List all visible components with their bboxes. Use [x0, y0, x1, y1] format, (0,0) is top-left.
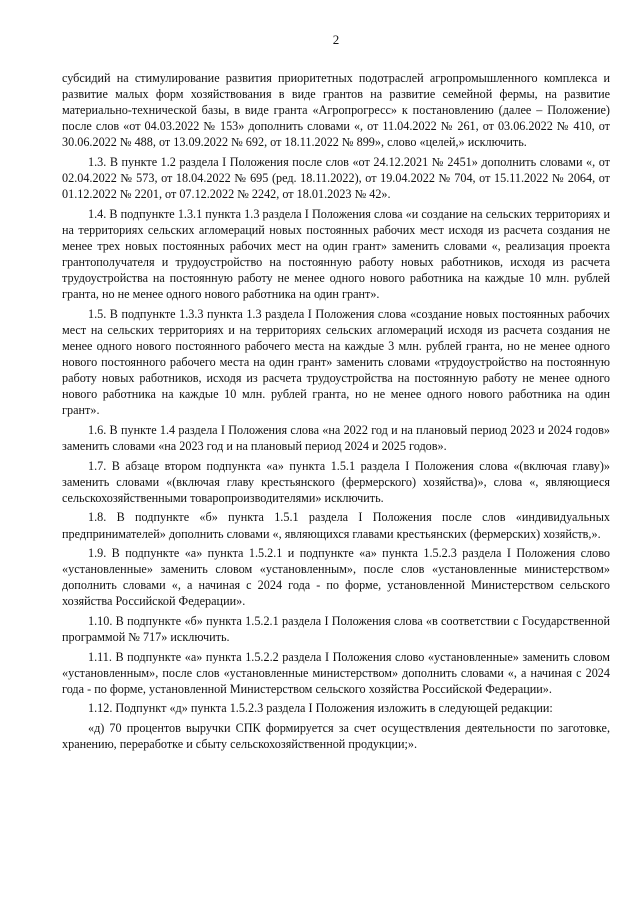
- paragraph-1-3: 1.3. В пункте 1.2 раздела I Положения после слов «от 24.12.2021 № 2451» дополнить словами «, от 02.04.2022 № 573, от 18.04.2022 № 695 (ред. 18.11.2022), от 19.04.2022 № 704, от 15.11.2022 № 2064, от 01.12.2022 № 2201, от 07.12.2022 № 2242, от 18.01.2023 № 42».: [62, 154, 610, 202]
- paragraph-quoted-subitem-d: «д) 70 процентов выручки СПК формируется за счет осуществления деятельности по заготовке, хранению, переработке и сбыту сельскохозяйственной продукции;».: [62, 721, 610, 752]
- paragraph-1-7: 1.7. В абзаце втором подпункта «а» пункта 1.5.1 раздела I Положения слова «(включая главу)» заменить словами «(включая главу крестьянского (фермерского) хозяйства)», слова «, являющиеся сельскохозяйственными товаропроизводителями» исключить.: [62, 458, 610, 505]
- paragraph-1-12: 1.12. Подпункт «д» пункта 1.5.2.3 раздела I Положения изложить в следующей редакции:: [88, 701, 553, 716]
- paragraph-1-9: 1.9. В подпункте «а» пункта 1.5.2.1 и подпункте «а» пункта 1.5.2.3 раздела I Положения слово «установленные» заменить словом «установленным», после слов «установленные министерством» дополнить словами «, а начиная с 2024 года - по форме, установленной Министерством сельского хозяйства Российской Федерации».: [62, 546, 610, 609]
- document-body: [62, 70, 610, 752]
- paragraph-1-4: 1.4. В подпункте 1.3.1 пункта 1.3 раздела I Положения слова «и создание на сельских территориях и на территориях сельских агломераций новых постоянных рабочих мест исходя из расчета создания не менее трех новых постоянных рабочих мест на один грант» заменить словами «, реализация проекта грантополучателя и трудоустройство на постоянную работу новых работников, исходя из расчета трудоустройства на постоянную работу не менее одного нового работника на каждые 10 млн. рублей гранта, но не менее одного нового работника на один грант».: [62, 206, 610, 302]
- paragraph-continuation: субсидий на стимулирование развития приоритетных подотраслей агропромышленного комплекса и развитие малых форм хозяйствования в виде грантов на развитие семейной фермы, на развитие материально-технической базы, в виде гранта «Агропрогресс» к постановлению (далее – Положение) после слов «от 04.03.2022 № 153» дополнить словами «, от 11.04.2022 № 261, от 03.06.2022 № 410, от 30.06.2022 № 488, от 13.09.2022 № 692, от 18.11.2022 № 899», слово «целей,» исключить.: [62, 71, 610, 150]
- paragraph-1-6: 1.6. В пункте 1.4 раздела I Положения слова «на 2022 год и на плановый период 2023 и 2024 годов» заменить словами «на 2023 год и на плановый период 2024 и 2025 годов».: [62, 422, 610, 454]
- paragraph-1-8: 1.8. В подпункте «б» пункта 1.5.1 раздела I Положения после слов «индивидуальных предпринимателей» дополнить словами «, являющихся главами крестьянских (фермерских) хозяйств,».: [62, 510, 610, 541]
- paragraph-1-5: 1.5. В подпункте 1.3.3 пункта 1.3 раздела I Положения слова «создание новых постоянных рабочих мест на сельских территориях и на территориях сельских агломераций исходя из расчета создания не менее одного нового постоянного рабочего места на каждые 3 млн. рублей гранта, но не менее одного нового постоянного рабочего места на один грант» заменить словами «трудоустройство на постоянную работу новых работников, исходя из расчета трудоустройства на постоянную работу не менее одного нового работника на каждые 10 млн. рублей гранта, но не менее одного нового работника на один грант».: [62, 306, 610, 418]
- page-number: 2: [332, 32, 340, 47]
- paragraph-1-10: 1.10. В подпункте «б» пункта 1.5.2.1 раздела I Положения слова «в соответствии с Государственной программой № 717» исключить.: [62, 614, 610, 645]
- paragraph-1-11: 1.11. В подпункте «а» пункта 1.5.2.2 раздела I Положения слово «установленные» заменить словом «установленным», после слов «установленные министерством» дополнить словами «, а начиная с 2024 года - по форме, установленной Министерством сельского хозяйства Российской Федерации».: [62, 649, 610, 696]
